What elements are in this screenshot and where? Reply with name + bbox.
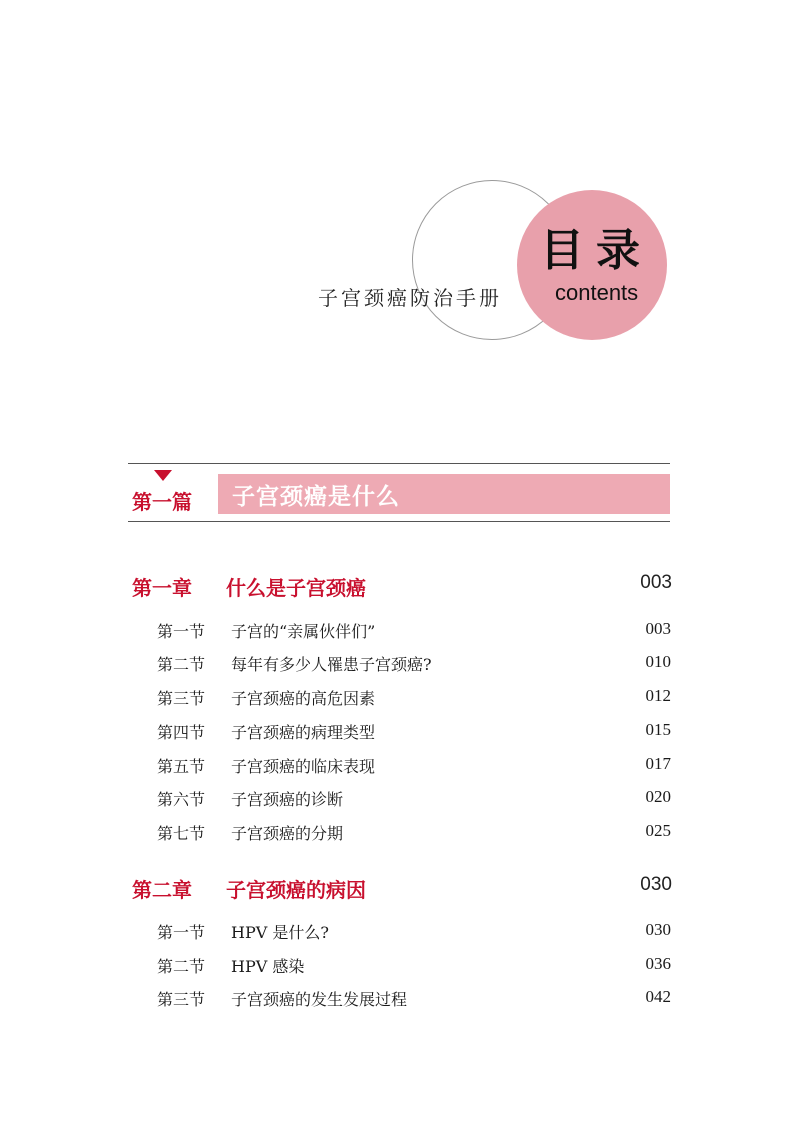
section-number: 第二节 [157, 655, 206, 674]
section-number: 第二节 [157, 957, 206, 976]
section-title: 子宫的“亲属伙伴们” [231, 622, 376, 641]
part-top-rule [128, 463, 670, 464]
section-number: 第一节 [157, 622, 206, 641]
toc-section[interactable] [157, 619, 671, 645]
toc-section[interactable] [157, 787, 671, 813]
toc-section[interactable] [157, 954, 671, 980]
section-number: 第三节 [157, 689, 206, 708]
section-title: HPV 是什么? [231, 923, 329, 942]
section-title: HPV 感染 [231, 957, 305, 976]
chapter-page: 030 [640, 874, 672, 895]
chapter-title: 什么是子宫颈癌 [226, 576, 366, 600]
toc-chapter[interactable] [132, 572, 672, 604]
section-number: 第五节 [157, 757, 206, 776]
section-page: 015 [645, 720, 671, 739]
toc-section[interactable] [157, 686, 671, 712]
section-number: 第六节 [157, 790, 206, 809]
section-number: 第三节 [157, 990, 206, 1009]
toc-section[interactable] [157, 821, 671, 847]
section-number: 第四节 [157, 723, 206, 742]
section-title: 子宫颈癌的发生发展过程 [231, 990, 408, 1009]
part-title[interactable]: 子宫颈癌是什么 [232, 483, 400, 510]
toc-section[interactable] [157, 652, 671, 678]
section-page: 003 [645, 619, 671, 638]
section-page: 025 [645, 821, 671, 840]
toc-chapter[interactable] [132, 874, 672, 906]
section-title: 子宫颈癌的分期 [231, 824, 344, 843]
part-label: 第一篇 [132, 490, 192, 514]
chapter-number: 第一章 [132, 576, 192, 600]
section-page: 020 [645, 787, 671, 806]
toc-section[interactable] [157, 987, 671, 1013]
chapter-title: 子宫颈癌的病因 [226, 878, 366, 902]
chapter-page: 003 [640, 572, 672, 593]
section-number: 第七节 [157, 824, 206, 843]
section-page: 010 [645, 652, 671, 671]
page-subtitle: contents [555, 280, 639, 305]
triangle-marker-icon [154, 470, 172, 481]
chapter-number: 第二章 [132, 878, 192, 902]
section-number: 第一节 [157, 923, 206, 942]
section-page: 030 [645, 920, 671, 939]
toc-section[interactable] [157, 754, 671, 780]
section-page: 036 [645, 954, 671, 973]
section-title: 子宫颈癌的临床表现 [231, 757, 376, 776]
page-title: 目录 [540, 225, 652, 276]
section-title: 每年有多少人罹患子宫颈癌? [231, 655, 432, 674]
part-bottom-rule [128, 521, 670, 522]
section-page: 042 [645, 987, 671, 1006]
section-page: 017 [645, 754, 671, 773]
section-title: 子宫颈癌的病理类型 [231, 723, 376, 742]
section-page: 012 [645, 686, 671, 705]
book-title: 子宫颈癌防治手册 [318, 286, 502, 310]
section-title: 子宫颈癌的诊断 [231, 790, 344, 809]
section-title: 子宫颈癌的高危因素 [231, 689, 376, 708]
toc-section[interactable] [157, 720, 671, 746]
toc-section[interactable] [157, 920, 671, 946]
